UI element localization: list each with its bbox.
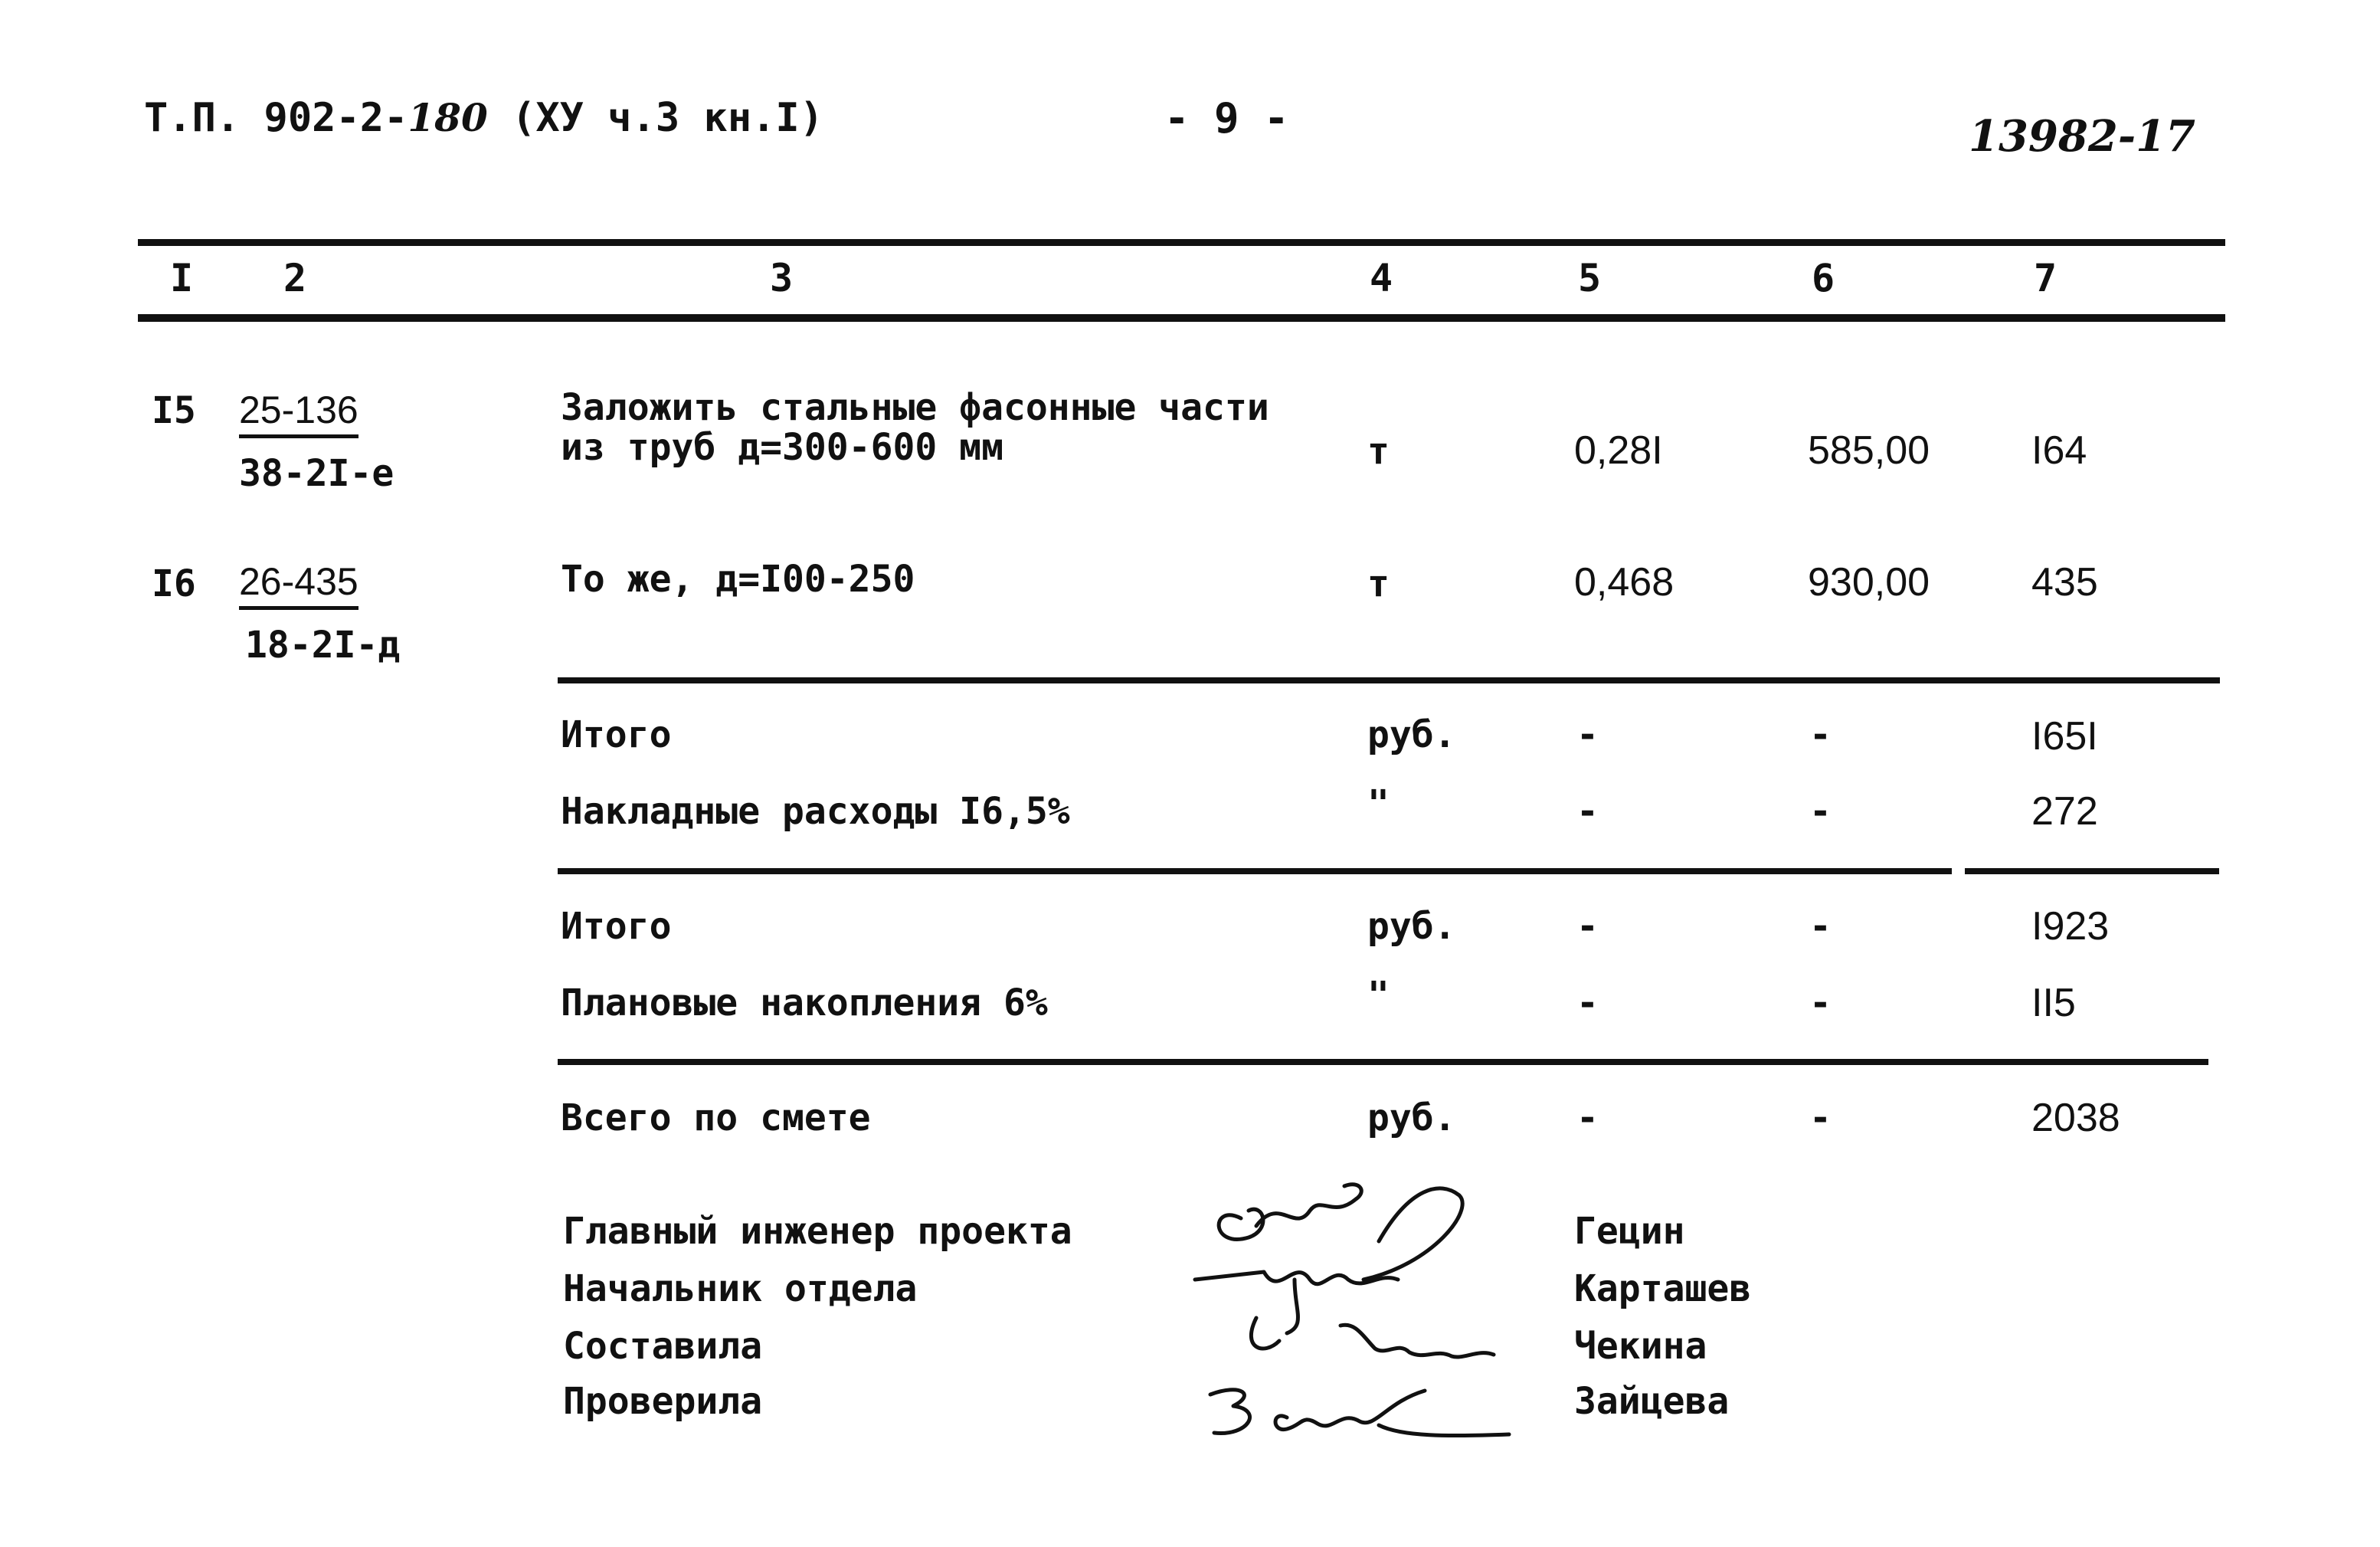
summary-label: Итого	[561, 713, 672, 756]
subtotal-rule-left	[558, 868, 1952, 874]
row-description-line-1: Заложить стальные фасонные части	[561, 386, 1269, 429]
summary-unit: руб.	[1367, 905, 1456, 948]
col-num-6: 6	[1812, 256, 1835, 300]
summary-col6: -	[1809, 790, 1832, 833]
row-unit-price: 930,00	[1808, 560, 1930, 605]
summary-label: Плановые накопления 6%	[561, 982, 1048, 1024]
grand-total-col5: -	[1576, 1096, 1599, 1139]
summary-col5: -	[1576, 790, 1599, 833]
row-code-top: 26-435	[239, 562, 358, 601]
header-bottom-rule	[138, 314, 2225, 322]
row-unit-price: 585,00	[1808, 428, 1930, 473]
summary-top-rule	[558, 677, 2220, 683]
row-quantity: 0,468	[1574, 560, 1675, 605]
summary-total: I65I	[2031, 714, 2098, 759]
row-description-line-1: То же, д=I00-250	[561, 558, 915, 601]
signature-role: Начальник отдела	[563, 1267, 918, 1310]
row-code-top: 25-136	[239, 391, 358, 429]
row-total: 435	[2031, 560, 2098, 605]
col-num-2: 2	[283, 256, 307, 300]
handwritten-signatures	[1180, 1165, 1547, 1456]
grand-total-value: 2038	[2031, 1096, 2120, 1140]
summary-total: 272	[2031, 789, 2098, 834]
doc-code	[144, 95, 824, 141]
summary-col5: -	[1576, 982, 1599, 1024]
grand-total-rule	[558, 1059, 2208, 1065]
summary-col6: -	[1809, 713, 1832, 756]
page-number: - 9 -	[1164, 94, 1289, 143]
doc-code-printed: Т.П. 902-2-	[144, 95, 408, 141]
doc-number: 13982-17	[1969, 111, 2195, 162]
col-num-3: 3	[770, 256, 794, 300]
doc-code-handwritten: 180	[408, 95, 488, 140]
summary-col5: -	[1576, 713, 1599, 756]
summary-col6: -	[1809, 905, 1832, 948]
row-description-line-2: из труб д=300-600 мм	[561, 426, 1003, 469]
grand-total-unit: руб.	[1367, 1096, 1456, 1139]
summary-label: Накладные расходы I6,5%	[561, 790, 1070, 833]
col-num-7: 7	[2034, 256, 2058, 300]
signature-role: Проверила	[563, 1380, 763, 1423]
row-quantity: 0,28I	[1574, 428, 1663, 473]
signature-name: Карташев	[1574, 1267, 1752, 1310]
summary-unit: руб.	[1367, 713, 1456, 756]
subtotal-rule-right	[1965, 868, 2219, 874]
signature-role: Главный инженер проекта	[563, 1210, 1072, 1253]
row-total: I64	[2031, 428, 2087, 473]
row-unit: т	[1367, 562, 1390, 605]
row-index: I6	[152, 562, 196, 605]
grand-total-col6: -	[1809, 1096, 1832, 1139]
doc-code-suffix: (ХУ ч.3 кн.I)	[512, 95, 824, 141]
summary-total: I923	[2031, 904, 2110, 949]
col-num-5: 5	[1578, 256, 1602, 300]
signature-name: Зайцева	[1574, 1380, 1730, 1423]
summary-unit: "	[1367, 974, 1390, 1017]
col-num-1: I	[170, 256, 194, 300]
row-code-bottom: 18-2I-д	[245, 624, 401, 667]
summary-label: Итого	[561, 905, 672, 948]
summary-col6: -	[1809, 982, 1832, 1024]
summary-unit: "	[1367, 782, 1390, 825]
signature-name: Чекина	[1574, 1325, 1707, 1368]
summary-total: II5	[2031, 981, 2076, 1025]
summary-col5: -	[1576, 905, 1599, 948]
header-top-rule	[138, 239, 2225, 246]
signature-name: Гецин	[1574, 1210, 1685, 1253]
col-num-4: 4	[1370, 256, 1393, 300]
grand-total-label: Всего по смете	[561, 1096, 871, 1139]
signature-role: Составила	[563, 1325, 763, 1368]
row-index: I5	[152, 389, 196, 432]
row-code-bottom: 38-2I-е	[239, 452, 394, 495]
row-unit: т	[1367, 430, 1390, 473]
